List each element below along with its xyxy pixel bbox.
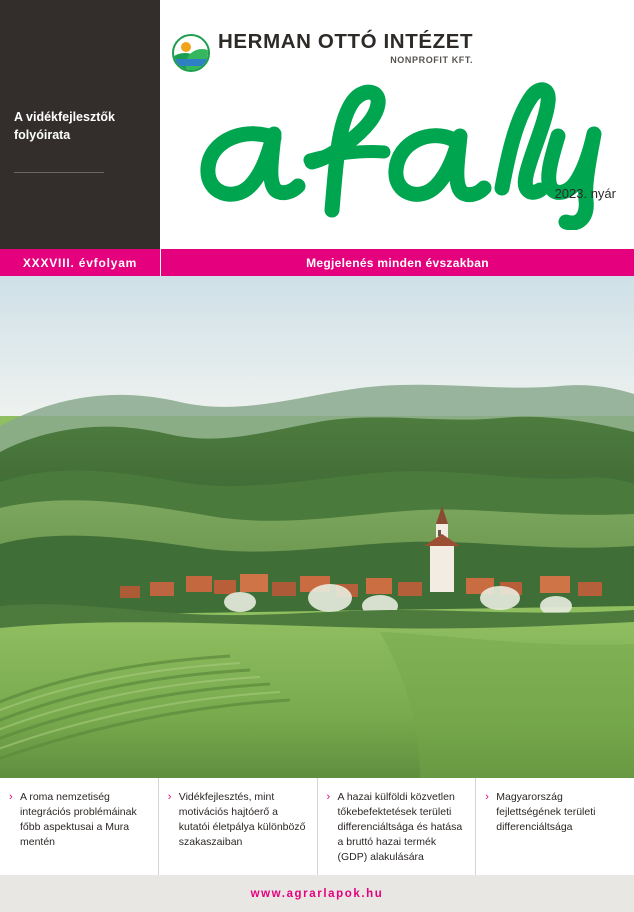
publisher-subtitle: NONPROFIT KFT.	[390, 54, 474, 65]
tagline-divider	[14, 172, 104, 173]
chevron-right-icon: ›	[167, 791, 172, 803]
chevron-right-icon: ›	[9, 791, 13, 803]
headline-item-1[interactable]	[0, 778, 158, 875]
chevron-right-icon: ›	[485, 791, 489, 803]
volume-label: XXXVIII. évfolyam	[22, 255, 138, 270]
headline-text: A roma nemzetiség integrációs problémáinak főbb aspektusai a Mura mentén	[20, 791, 137, 848]
website-link[interactable]: www.agrarlapok.hu	[250, 887, 384, 900]
headline-item-3[interactable]	[317, 778, 476, 875]
frequency-label: Megjelenés minden évszakban	[306, 255, 489, 270]
headline-text: A hazai külföldi közvetlen tőkebefektetések területi differenciáltsága és hatása a bruttó hazai termék (GDP) alakulására	[337, 791, 463, 863]
chevron-right-icon: ›	[326, 791, 331, 803]
tagline-text: A vidékfejlesztők folyóirata	[14, 110, 115, 143]
headline-item-4[interactable]	[475, 778, 634, 875]
headline-text: Vidékfejlesztés, mint motivációs hajtóerő a kutatói életpálya különböző szakaszaiban	[178, 791, 306, 848]
cover-footer	[0, 875, 634, 912]
issue-date: 2023. nyár	[554, 186, 616, 201]
headline-item-2[interactable]	[158, 778, 317, 875]
headline-list	[0, 778, 634, 875]
cover-photo	[0, 276, 634, 778]
headline-text: Magyarország fejlettségének területi differenciáltsága	[496, 791, 596, 833]
volume-banner	[0, 249, 634, 276]
masthead-title	[186, 60, 606, 230]
cover-header	[0, 0, 634, 249]
publisher-name: HERMAN OTTÓ INTÉZET	[218, 30, 474, 53]
